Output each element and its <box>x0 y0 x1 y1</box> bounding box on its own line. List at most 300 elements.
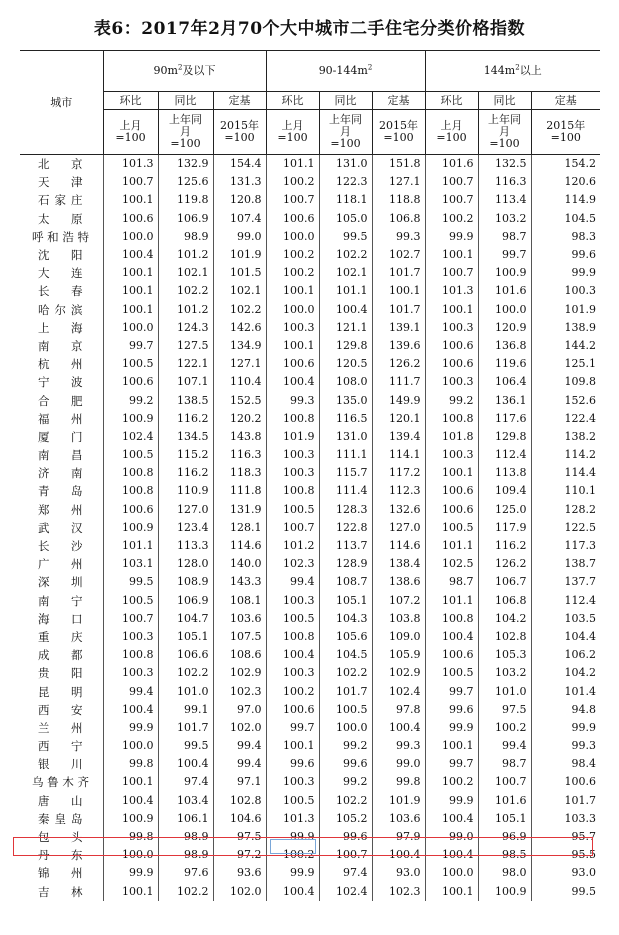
value-cell: 100.6 <box>425 501 478 519</box>
value-cell: 101.1 <box>425 592 478 610</box>
value-cell: 117.9 <box>478 519 531 537</box>
value-cell: 101.7 <box>372 301 425 319</box>
city-cell: 成都 <box>38 648 83 663</box>
group-header-large: $144m^2$以上 <box>425 51 600 92</box>
value-cell: 127.1 <box>213 355 266 373</box>
value-cell: 135.0 <box>319 391 372 409</box>
value-cell: 110.1 <box>531 482 600 500</box>
value-cell: 101.4 <box>531 682 600 700</box>
value-cell: 100.2 <box>266 682 319 700</box>
value-cell: 100.1 <box>103 301 158 319</box>
value-cell: 99.6 <box>319 828 372 846</box>
value-cell: 100.8 <box>103 646 158 664</box>
value-cell: 136.8 <box>478 337 531 355</box>
base-header-1: 上年同 月 =100 <box>158 110 213 155</box>
value-cell: 98.5 <box>478 846 531 864</box>
base-header-1: 上年同 月 =100 <box>319 110 372 155</box>
value-cell: 132.6 <box>372 501 425 519</box>
table-row <box>20 446 600 464</box>
value-cell: 101.3 <box>425 282 478 300</box>
value-cell: 100.1 <box>266 282 319 300</box>
city-cell: 兰州 <box>38 720 83 735</box>
value-cell: 100.2 <box>425 210 478 228</box>
value-cell: 98.7 <box>478 755 531 773</box>
sub-header-1: 同比 <box>478 92 531 110</box>
value-cell: 100.0 <box>103 319 158 337</box>
value-cell: 100.4 <box>266 883 319 901</box>
value-cell: 100.7 <box>478 773 531 791</box>
value-cell: 101.9 <box>372 792 425 810</box>
value-cell: 94.8 <box>531 701 600 719</box>
table-row <box>20 391 600 409</box>
value-cell: 100.8 <box>266 628 319 646</box>
value-cell: 101.2 <box>266 537 319 555</box>
value-cell: 99.2 <box>319 773 372 791</box>
value-cell: 122.8 <box>319 519 372 537</box>
value-cell: 102.2 <box>158 883 213 901</box>
value-cell: 100.4 <box>425 628 478 646</box>
value-cell: 99.9 <box>425 228 478 246</box>
value-cell: 100.4 <box>372 846 425 864</box>
value-cell: 134.9 <box>213 337 266 355</box>
value-cell: 105.2 <box>319 810 372 828</box>
value-cell: 101.9 <box>531 301 600 319</box>
city-cell: 合肥 <box>38 393 83 408</box>
value-cell: 99.6 <box>425 701 478 719</box>
value-cell: 106.1 <box>158 810 213 828</box>
value-cell: 100.5 <box>266 610 319 628</box>
value-cell: 120.9 <box>478 319 531 337</box>
page-title: 表6：2017年2月70个大中城市二手住宅分类价格指数 <box>93 19 526 39</box>
table-row <box>20 410 600 428</box>
value-cell: 99.6 <box>266 755 319 773</box>
table-row <box>20 719 600 737</box>
value-cell: 120.6 <box>531 173 600 191</box>
value-cell: 103.6 <box>213 610 266 628</box>
value-cell: 101.1 <box>319 282 372 300</box>
value-cell: 100.0 <box>266 228 319 246</box>
value-cell: 104.5 <box>531 210 600 228</box>
value-cell: 100.8 <box>425 410 478 428</box>
value-cell: 99.3 <box>372 228 425 246</box>
value-cell: 101.0 <box>158 682 213 700</box>
value-cell: 100.8 <box>266 410 319 428</box>
value-cell: 125.1 <box>531 355 600 373</box>
value-cell: 99.9 <box>425 719 478 737</box>
value-cell: 99.3 <box>372 737 425 755</box>
value-cell: 101.3 <box>266 810 319 828</box>
value-cell: 105.1 <box>158 628 213 646</box>
value-cell: 118.8 <box>372 191 425 209</box>
value-cell: 101.1 <box>266 155 319 174</box>
value-cell: 114.2 <box>531 446 600 464</box>
city-cell: 广州 <box>38 557 83 572</box>
value-cell: 100.3 <box>425 373 478 391</box>
base-header-1: 上年同 月 =100 <box>478 110 531 155</box>
value-cell: 112.4 <box>531 592 600 610</box>
value-cell: 104.2 <box>531 664 600 682</box>
value-cell: 102.5 <box>425 555 478 573</box>
value-cell: 100.8 <box>103 482 158 500</box>
value-cell: 105.9 <box>372 646 425 664</box>
value-cell: 129.8 <box>478 428 531 446</box>
value-cell: 117.6 <box>478 410 531 428</box>
value-cell: 102.1 <box>213 282 266 300</box>
value-cell: 123.4 <box>158 519 213 537</box>
value-cell: 97.5 <box>213 828 266 846</box>
value-cell: 103.4 <box>158 792 213 810</box>
table-row <box>20 628 600 646</box>
value-cell: 100.6 <box>425 337 478 355</box>
value-cell: 102.2 <box>213 301 266 319</box>
value-cell: 127.1 <box>372 173 425 191</box>
value-cell: 108.0 <box>319 373 372 391</box>
value-cell: 138.6 <box>372 573 425 591</box>
value-cell: 113.4 <box>478 191 531 209</box>
sub-header-2: 定基 <box>372 92 425 110</box>
value-cell: 104.2 <box>478 610 531 628</box>
value-cell: 102.2 <box>319 792 372 810</box>
value-cell: 105.1 <box>478 810 531 828</box>
value-cell: 100.8 <box>425 610 478 628</box>
value-cell: 154.4 <box>213 155 266 174</box>
value-cell: 98.7 <box>478 228 531 246</box>
table-row <box>20 555 600 573</box>
table-row <box>20 610 600 628</box>
value-cell: 106.8 <box>372 210 425 228</box>
value-cell: 138.9 <box>531 319 600 337</box>
table-row <box>20 264 600 282</box>
value-cell: 100.3 <box>425 319 478 337</box>
value-cell: 100.5 <box>103 355 158 373</box>
city-cell: 南京 <box>38 338 83 353</box>
value-cell: 122.4 <box>531 410 600 428</box>
city-cell: 秦皇岛 <box>38 811 83 826</box>
value-cell: 119.8 <box>158 191 213 209</box>
value-cell: 110.9 <box>158 482 213 500</box>
value-cell: 138.2 <box>531 428 600 446</box>
value-cell: 126.2 <box>372 355 425 373</box>
value-cell: 102.8 <box>478 628 531 646</box>
value-cell: 114.9 <box>531 191 600 209</box>
value-cell: 96.9 <box>478 828 531 846</box>
value-cell: 105.1 <box>319 592 372 610</box>
value-cell: 100.1 <box>425 883 478 901</box>
value-cell: 100.8 <box>266 482 319 500</box>
value-cell: 103.2 <box>478 664 531 682</box>
value-cell: 101.6 <box>478 792 531 810</box>
value-cell: 106.2 <box>531 646 600 664</box>
value-cell: 116.5 <box>319 410 372 428</box>
value-cell: 120.2 <box>213 410 266 428</box>
table-row <box>20 864 600 882</box>
city-cell: 太原 <box>38 211 83 226</box>
value-cell: 102.1 <box>158 264 213 282</box>
value-cell: 103.5 <box>531 610 600 628</box>
value-cell: 100.6 <box>425 355 478 373</box>
value-cell: 100.0 <box>425 864 478 882</box>
value-cell: 99.5 <box>319 228 372 246</box>
city-cell: 长春 <box>38 284 83 299</box>
city-cell: 贵阳 <box>38 666 83 681</box>
value-cell: 127.5 <box>158 337 213 355</box>
city-cell: 天津 <box>38 175 83 190</box>
value-cell: 97.8 <box>372 701 425 719</box>
value-cell: 100.2 <box>266 264 319 282</box>
table-row <box>20 592 600 610</box>
city-cell: 福州 <box>38 411 83 426</box>
value-cell: 99.0 <box>372 755 425 773</box>
value-cell: 99.4 <box>478 737 531 755</box>
value-cell: 97.2 <box>213 846 266 864</box>
table-row <box>20 773 600 791</box>
value-cell: 99.0 <box>213 228 266 246</box>
value-cell: 95.5 <box>531 846 600 864</box>
group-header-small: $90m^2$及以下 <box>103 51 266 92</box>
value-cell: 117.2 <box>372 464 425 482</box>
city-cell: 乌鲁木齐 <box>32 775 89 790</box>
value-cell: 104.3 <box>319 610 372 628</box>
value-cell: 152.6 <box>531 391 600 409</box>
price-index-table <box>20 50 600 901</box>
base-header-2: 2015年 =100 <box>372 110 425 155</box>
value-cell: 101.1 <box>103 537 158 555</box>
value-cell: 102.4 <box>372 682 425 700</box>
value-cell: 93.0 <box>531 864 600 882</box>
value-cell: 99.3 <box>266 391 319 409</box>
value-cell: 114.6 <box>372 537 425 555</box>
base-header-2: 2015年 =100 <box>531 110 600 155</box>
value-cell: 100.0 <box>103 737 158 755</box>
city-cell: 北京 <box>38 157 83 172</box>
value-cell: 102.4 <box>103 428 158 446</box>
value-cell: 149.9 <box>372 391 425 409</box>
base-header-0: 上月 =100 <box>103 110 158 155</box>
value-cell: 129.8 <box>319 337 372 355</box>
value-cell: 116.2 <box>478 537 531 555</box>
value-cell: 122.3 <box>319 173 372 191</box>
value-cell: 99.0 <box>425 828 478 846</box>
value-cell: 101.9 <box>266 428 319 446</box>
value-cell: 101.6 <box>478 282 531 300</box>
value-cell: 99.9 <box>425 792 478 810</box>
table-row <box>20 373 600 391</box>
value-cell: 100.4 <box>158 755 213 773</box>
value-cell: 102.1 <box>319 264 372 282</box>
city-cell: 上海 <box>38 320 83 335</box>
value-cell: 99.7 <box>478 246 531 264</box>
value-cell: 120.5 <box>319 355 372 373</box>
table-row <box>20 846 600 864</box>
value-cell: 138.7 <box>531 555 600 573</box>
value-cell: 154.2 <box>531 155 600 174</box>
value-cell: 99.9 <box>531 264 600 282</box>
value-cell: 102.7 <box>372 246 425 264</box>
value-cell: 100.6 <box>266 701 319 719</box>
value-cell: 100.1 <box>103 264 158 282</box>
value-cell: 116.2 <box>158 410 213 428</box>
value-cell: 131.0 <box>319 155 372 174</box>
value-cell: 100.0 <box>478 301 531 319</box>
table-row <box>20 537 600 555</box>
sub-header-0: 环比 <box>425 92 478 110</box>
value-cell: 100.6 <box>266 355 319 373</box>
value-cell: 101.1 <box>425 537 478 555</box>
value-cell: 118.3 <box>213 464 266 482</box>
city-cell: 南宁 <box>38 593 83 608</box>
value-cell: 102.3 <box>213 682 266 700</box>
table-row <box>20 228 600 246</box>
value-cell: 100.5 <box>266 792 319 810</box>
value-cell: 99.9 <box>103 864 158 882</box>
value-cell: 99.6 <box>319 755 372 773</box>
value-cell: 114.4 <box>531 464 600 482</box>
value-cell: 100.7 <box>103 610 158 628</box>
value-cell: 99.7 <box>425 682 478 700</box>
value-cell: 124.3 <box>158 319 213 337</box>
value-cell: 100.4 <box>425 810 478 828</box>
group-header-medium: $90-144m^2$ <box>266 51 425 92</box>
value-cell: 99.9 <box>266 828 319 846</box>
value-cell: 139.1 <box>372 319 425 337</box>
value-cell: 137.7 <box>531 573 600 591</box>
value-cell: 102.8 <box>213 792 266 810</box>
value-cell: 108.7 <box>319 573 372 591</box>
value-cell: 121.1 <box>319 319 372 337</box>
table-row <box>20 519 600 537</box>
value-cell: 97.0 <box>213 701 266 719</box>
value-cell: 111.1 <box>319 446 372 464</box>
value-cell: 99.4 <box>213 737 266 755</box>
value-cell: 100.3 <box>266 464 319 482</box>
value-cell: 100.6 <box>425 646 478 664</box>
value-cell: 99.3 <box>531 737 600 755</box>
value-cell: 100.2 <box>478 719 531 737</box>
value-cell: 109.4 <box>478 482 531 500</box>
value-cell: 100.4 <box>266 373 319 391</box>
value-cell: 128.1 <box>213 519 266 537</box>
value-cell: 99.4 <box>103 682 158 700</box>
value-cell: 100.7 <box>425 191 478 209</box>
table-row <box>20 701 600 719</box>
value-cell: 100.1 <box>103 282 158 300</box>
value-cell: 101.7 <box>319 682 372 700</box>
value-cell: 102.2 <box>319 246 372 264</box>
value-cell: 101.6 <box>425 155 478 174</box>
table-row <box>20 737 600 755</box>
city-cell: 锦州 <box>38 866 83 881</box>
value-cell: 100.0 <box>319 719 372 737</box>
value-cell: 100.5 <box>266 501 319 519</box>
value-cell: 108.6 <box>213 646 266 664</box>
value-cell: 99.9 <box>266 864 319 882</box>
value-cell: 97.4 <box>158 773 213 791</box>
value-cell: 101.5 <box>213 264 266 282</box>
value-cell: 144.2 <box>531 337 600 355</box>
value-cell: 117.3 <box>531 537 600 555</box>
value-cell: 98.7 <box>425 573 478 591</box>
value-cell: 111.4 <box>319 482 372 500</box>
table-row <box>20 501 600 519</box>
value-cell: 104.7 <box>158 610 213 628</box>
city-cell: 昆明 <box>38 684 83 699</box>
value-cell: 125.0 <box>478 501 531 519</box>
value-cell: 95.7 <box>531 828 600 846</box>
value-cell: 100.1 <box>372 282 425 300</box>
table-row <box>20 828 600 846</box>
city-cell: 深圳 <box>38 575 83 590</box>
value-cell: 100.1 <box>425 246 478 264</box>
value-cell: 139.4 <box>372 428 425 446</box>
value-cell: 100.3 <box>425 446 478 464</box>
city-column-header: 城市 <box>20 51 103 155</box>
city-cell: 济南 <box>38 466 83 481</box>
table-row <box>20 810 600 828</box>
sub-header-1: 同比 <box>319 92 372 110</box>
value-cell: 97.6 <box>158 864 213 882</box>
city-cell: 海口 <box>38 611 83 626</box>
value-cell: 118.1 <box>319 191 372 209</box>
value-cell: 143.3 <box>213 573 266 591</box>
value-cell: 100.6 <box>103 501 158 519</box>
sub-header-2: 定基 <box>213 92 266 110</box>
city-cell: 呼和浩特 <box>32 229 89 244</box>
value-cell: 103.8 <box>372 610 425 628</box>
value-cell: 107.4 <box>213 210 266 228</box>
value-cell: 100.7 <box>319 846 372 864</box>
value-cell: 131.9 <box>213 501 266 519</box>
city-cell: 宁波 <box>38 375 83 390</box>
value-cell: 100.1 <box>425 464 478 482</box>
table-row <box>20 246 600 264</box>
value-cell: 139.6 <box>372 337 425 355</box>
value-cell: 100.4 <box>266 646 319 664</box>
value-cell: 108.1 <box>213 592 266 610</box>
sub-header-row <box>20 92 600 110</box>
city-cell: 沈阳 <box>38 248 83 263</box>
value-cell: 100.0 <box>103 846 158 864</box>
base-header-row <box>20 110 600 155</box>
value-cell: 99.7 <box>266 719 319 737</box>
value-cell: 100.9 <box>478 883 531 901</box>
value-cell: 101.0 <box>478 682 531 700</box>
value-cell: 100.7 <box>103 173 158 191</box>
value-cell: 138.5 <box>158 391 213 409</box>
value-cell: 100.1 <box>425 737 478 755</box>
value-cell: 114.6 <box>213 537 266 555</box>
value-cell: 104.4 <box>531 628 600 646</box>
value-cell: 100.7 <box>266 191 319 209</box>
value-cell: 143.8 <box>213 428 266 446</box>
value-cell: 102.0 <box>213 719 266 737</box>
value-cell: 101.2 <box>158 301 213 319</box>
value-cell: 103.3 <box>531 810 600 828</box>
table-row <box>20 464 600 482</box>
city-cell: 长沙 <box>38 539 83 554</box>
value-cell: 100.4 <box>103 792 158 810</box>
value-cell: 100.9 <box>103 410 158 428</box>
table-row <box>20 282 600 300</box>
value-cell: 99.7 <box>103 337 158 355</box>
value-cell: 98.9 <box>158 846 213 864</box>
value-cell: 100.5 <box>103 592 158 610</box>
value-cell: 99.4 <box>266 573 319 591</box>
base-header-0: 上月 =100 <box>425 110 478 155</box>
value-cell: 100.9 <box>478 264 531 282</box>
value-cell: 99.9 <box>531 719 600 737</box>
value-cell: 105.6 <box>319 628 372 646</box>
value-cell: 100.8 <box>103 464 158 482</box>
